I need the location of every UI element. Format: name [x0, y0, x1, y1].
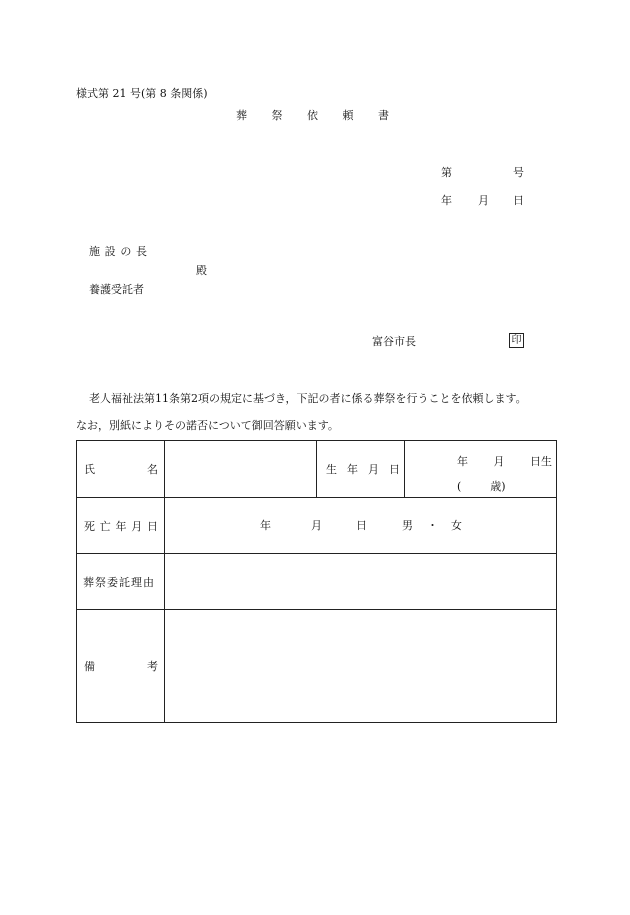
addressee-trustee: 養護受託者 — [89, 283, 144, 296]
death-value-cell[interactable] — [165, 498, 557, 554]
name-label-char: 氏 — [84, 463, 95, 476]
dob-month: 月 — [493, 455, 505, 468]
death-label-cell — [77, 498, 165, 554]
title-char: 書 — [378, 109, 389, 122]
title-char: 葬 — [236, 109, 247, 122]
reference-gou: 号 — [513, 166, 524, 179]
remarks-label-char: 考 — [147, 660, 158, 673]
date-day: 日 — [513, 194, 524, 207]
death-label-char: 日 — [147, 519, 158, 533]
death-label-char: 亡 — [99, 519, 111, 533]
remarks-value-cell[interactable] — [165, 610, 557, 723]
date-year: 年 — [441, 194, 452, 207]
title-char: 祭 — [271, 109, 283, 122]
death-label-char: 死 — [84, 519, 95, 533]
reason-value-cell[interactable] — [165, 554, 557, 610]
sender-name: 富谷市長 — [372, 335, 416, 348]
table-row-death — [77, 498, 557, 554]
body-paragraph-1: 老人福祉法第11条第2項の規定に基づき，下記の者に係る葬祭を行うことを依頼します。 — [89, 392, 527, 405]
addressee-char: 施 — [89, 245, 100, 258]
seal-stamp: 印 — [509, 333, 524, 348]
addressee-char: の — [120, 245, 132, 258]
table-row-remarks — [77, 610, 557, 723]
table-row-reason — [77, 554, 557, 610]
title-char: 依 — [307, 109, 318, 122]
title-char: 頼 — [342, 109, 354, 122]
dob-label-char: 年 — [347, 463, 358, 476]
reason-label-cell — [77, 554, 165, 610]
dob-label-char: 日 — [389, 463, 400, 476]
age-unit: 歳) — [490, 480, 506, 493]
name-label-char: 名 — [147, 463, 158, 476]
name-label-cell — [77, 441, 165, 498]
body-paragraph-2: なお，別紙によりその諾否について御回答願います。 — [76, 419, 339, 432]
death-label-char: 年 — [115, 519, 127, 533]
date-month: 月 — [478, 194, 489, 207]
reference-dai: 第 — [441, 166, 452, 179]
dob-value-cell[interactable] — [405, 441, 557, 498]
form-number: 様式第 21 号(第 8 条関係) — [76, 87, 208, 100]
addressee-char: 長 — [135, 245, 147, 258]
dob-year: 年 — [457, 455, 468, 468]
death-label-char: 月 — [131, 519, 143, 533]
dob-label-char: 生 — [326, 463, 337, 476]
dob-day-born: 日生 — [530, 455, 552, 468]
remarks-label-char: 備 — [84, 660, 95, 673]
death-month: 月 — [311, 518, 322, 532]
addressee-honorific: 殿 — [196, 264, 207, 277]
addressee-facility-head — [89, 246, 147, 257]
remarks-label-cell — [77, 610, 165, 723]
age-open-paren: ( — [457, 480, 462, 493]
document-title — [236, 110, 389, 121]
reason-label: 葬祭委託理由 — [83, 575, 155, 589]
death-day: 日 — [356, 518, 367, 532]
sex-separator: ・ — [427, 518, 438, 532]
table-row-name — [77, 441, 557, 498]
dob-label-char: 月 — [368, 463, 379, 476]
addressee-char: 設 — [104, 245, 116, 258]
sex-female[interactable]: 女 — [451, 518, 462, 532]
request-form-table — [76, 440, 557, 723]
death-year: 年 — [260, 518, 271, 532]
dob-label-cell — [317, 441, 405, 498]
name-value-cell[interactable] — [165, 441, 317, 498]
sex-male[interactable]: 男 — [402, 518, 413, 532]
